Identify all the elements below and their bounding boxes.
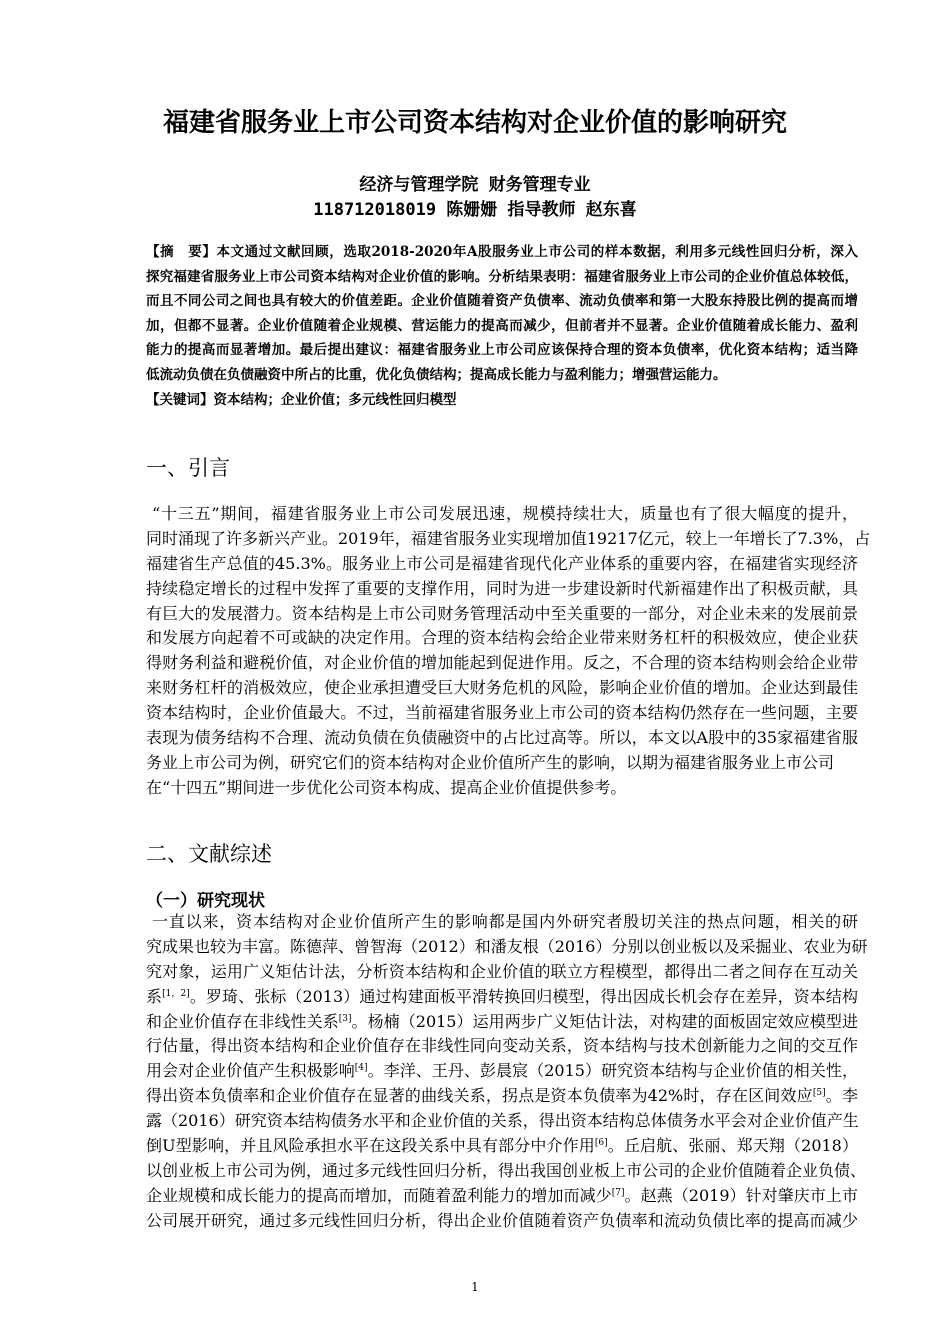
text-line <box>146 1084 858 1109</box>
text-line <box>146 502 858 527</box>
text-line <box>146 1159 867 1184</box>
subsection-heading-research-status: （一）研究现状 <box>146 891 265 911</box>
text-segment: 公司展开研究，通过多元线性回归分析，得出企业价值随着资产负债率和流动负债比率的提高而减少 <box>146 1210 858 1230</box>
text-line <box>146 1184 858 1209</box>
text-line <box>146 751 858 776</box>
text-line <box>146 1059 858 1084</box>
text-segment: 行估量，得出资本结构和企业价值存在非线性同向变动关系，资本结构与技术创新能力之间的交互作 <box>146 1036 858 1056</box>
text-segment: 系 <box>146 986 163 1006</box>
text-segment: 同时涌现了许多新兴产业。2019年，福建省服务业实现增加值19217亿元，较上一年增长了7.3%，占 <box>146 528 871 548</box>
citation-superscript: [3] <box>338 1013 352 1024</box>
text-segment: 企业规模和成长能力的提高而增加，而随着盈利能力的增加而减少 <box>146 1185 612 1205</box>
text-segment: 持续稳定增长的过程中发挥了重要的支撑作用，同时为进一步建设新时代新福建作出了积极贡献，具 <box>146 578 858 598</box>
citation-superscript: [7] <box>611 1187 625 1198</box>
citation-superscript: [5] <box>812 1088 826 1099</box>
text-line <box>146 240 858 265</box>
text-line <box>146 651 858 676</box>
citation-superscript: [4] <box>354 1063 368 1074</box>
text-line <box>146 701 858 726</box>
text-segment: 得财务利益和避税价值，对企业价值的增加能起到促进作用。反之，不合理的资本结构则会给企业带 <box>146 653 858 673</box>
text-line <box>146 726 858 751</box>
text-line <box>146 1109 858 1134</box>
text-line <box>146 676 858 701</box>
abstract <box>146 240 858 412</box>
text-line <box>146 388 858 413</box>
section-heading-introduction: 一、引言 <box>146 456 230 480</box>
text-segment: 务业上市公司为例，研究它们的资本结构对企业价值所产生的影响，以期为福建省服务业上市公司 <box>146 752 835 772</box>
citation-superscript: [6] <box>594 1138 608 1149</box>
text-line <box>146 935 868 960</box>
text-line <box>146 527 871 552</box>
text-line <box>146 626 858 651</box>
author-info: 118712018019 陈姗姗 指导教师 赵东喜 <box>313 200 637 220</box>
text-line <box>146 577 858 602</box>
text-line <box>146 1010 858 1035</box>
text-line <box>146 1034 858 1059</box>
text-segment: 资本结构时，企业价值最大。不过，当前福建省服务业上市公司的资本结构仍然存在一些问题，主要 <box>146 703 858 723</box>
text-segment: 。李 <box>825 1086 858 1106</box>
text-segment: 和企业价值存在非线性关系 <box>146 1011 339 1031</box>
author-department: 经济与管理学院 财务管理专业 <box>359 175 591 195</box>
text-segment: 究成果也较为丰富。陈德萍、曾智海（2012）和潘友根（2016）分别以创业板以及采掘业、农业为研 <box>146 936 868 956</box>
text-segment: 来财务杠杆的消极效应，使企业承担遭受巨大财务危机的风险，影响企业价值的增加。企业达到最佳 <box>146 678 858 698</box>
text-segment: 究对象，运用广义矩估计法，分析资本结构和企业价值的联立方程模型，都得出二者之间存在互动关 <box>146 961 858 981</box>
text-segment: 。赵燕（2019）针对肇庆市上市 <box>624 1185 858 1205</box>
literature-paragraph <box>146 910 868 1234</box>
introduction-paragraph <box>146 502 871 801</box>
text-segment: 。罗琦、张标（2013）通过构建面板平滑转换回归模型，得出因成长机会存在差异，资本结构 <box>189 986 858 1006</box>
text-segment: 。李洋、王丹、彭晨宸（2015）研究资本结构与企业价值的相关性， <box>367 1061 858 1081</box>
text-line <box>146 289 858 314</box>
text-line <box>146 602 858 627</box>
text-segment: 用会对企业价值产生积极影响 <box>146 1061 355 1081</box>
citation-superscript: [1，2] <box>162 988 190 999</box>
text-line <box>146 363 858 388</box>
text-segment: 以创业板上市公司为例，通过多元线性回归分析，得出我国创业板上市公司的企业价值随着企业负债、 <box>146 1160 867 1180</box>
text-line <box>146 338 858 363</box>
text-segment: 表现为债务结构不合理、流动负债在负债融资中的占比过高等。所以，本文以A股中的35家福建省服 <box>146 728 858 748</box>
text-line <box>146 552 858 577</box>
paper-title: 福建省服务业上市公司资本结构对企业价值的影响研究 <box>162 108 787 138</box>
text-segment: 。杨楠（2015）运用两步广义矩估计法，对构建的面板固定效应模型进 <box>351 1011 858 1031</box>
text-line <box>146 910 858 935</box>
text-line <box>146 985 858 1010</box>
text-segment: 一直以来，资本结构对企业价值所产生的影响都是国内外研究者殷切关注的热点问题，相关的研 <box>152 912 858 931</box>
section-heading-literature-review: 二、文献综述 <box>146 842 272 866</box>
text-line <box>146 776 858 801</box>
text-segment: 探究福建省服务业上市公司资本结构对企业价值的影响。分析结果表明：福建省服务业上市公司的企业价值总体较低， <box>146 268 858 285</box>
text-line <box>146 1134 858 1159</box>
text-line <box>146 265 858 290</box>
text-line <box>146 960 858 985</box>
text-segment: 在“十四五”期间进一步优化公司资本构成、提高企业价值提供参考。 <box>146 777 627 797</box>
text-segment: 得出资本负债率和企业价值存在显著的曲线关系，拐点是资本负债率为42%时，存在区间效应 <box>146 1086 813 1106</box>
text-segment: 有巨大的发展潜力。资本结构是上市公司财务管理活动中至关重要的一部分，对企业未来的发展前景 <box>146 603 858 623</box>
text-segment: 福建省生产总值的45.3%。服务业上市公司是福建省现代化产业体系的重要内容，在福建省实现经济 <box>146 553 858 573</box>
text-segment: 【摘 要】本文通过文献回顾，选取2018-2020年A股服务业上市公司的样本数据，利用多元线性回归分析，深入 <box>146 244 858 260</box>
text-segment: 和发展方向起着不可或缺的决定作用。合理的资本结构会给企业带来财务杠杆的积极效应，使企业获 <box>146 628 858 648</box>
text-segment: 而且不同公司之间也具有较大的价值差距。企业价值随着资产负债率、流动负债率和第一大股东持股比例的提高而增 <box>146 293 858 310</box>
text-segment: 【关键词】资本结构；企业价值；多元线性回归模型 <box>146 391 457 408</box>
text-segment: 能力的提高而显著增加。最后提出建议：福建省服务业上市公司应该保持合理的资本负债率，优化资本结构；适当降 <box>146 342 858 359</box>
text-line <box>146 314 858 339</box>
page-number: 1 <box>471 1280 479 1294</box>
text-segment: 低流动负债在负债融资中所占的比重，优化负债结构；提高成长能力与盈利能力；增强营运能力。 <box>146 366 727 383</box>
text-line <box>146 1209 858 1234</box>
text-segment: “十三五”期间，福建省服务业上市公司发展迅速，规模持续壮大，质量也有了很大幅度的提升， <box>152 504 858 523</box>
text-segment: 倒U型影响，并且风险承担水平在这段关系中具有部分中介作用 <box>146 1136 595 1156</box>
text-segment: 加，但都不显著。企业价值随着企业规模、营运能力的提高而减少，但前者并不显著。企业价值随着成长能力、盈利 <box>146 317 858 334</box>
text-segment: 露（2016）研究资本结构债务水平和企业价值的关系，得出资本结构总体债务水平会对企业价值产生 <box>146 1111 859 1131</box>
text-segment: 。丘启航、张丽、郑天翔（2018） <box>607 1136 858 1156</box>
